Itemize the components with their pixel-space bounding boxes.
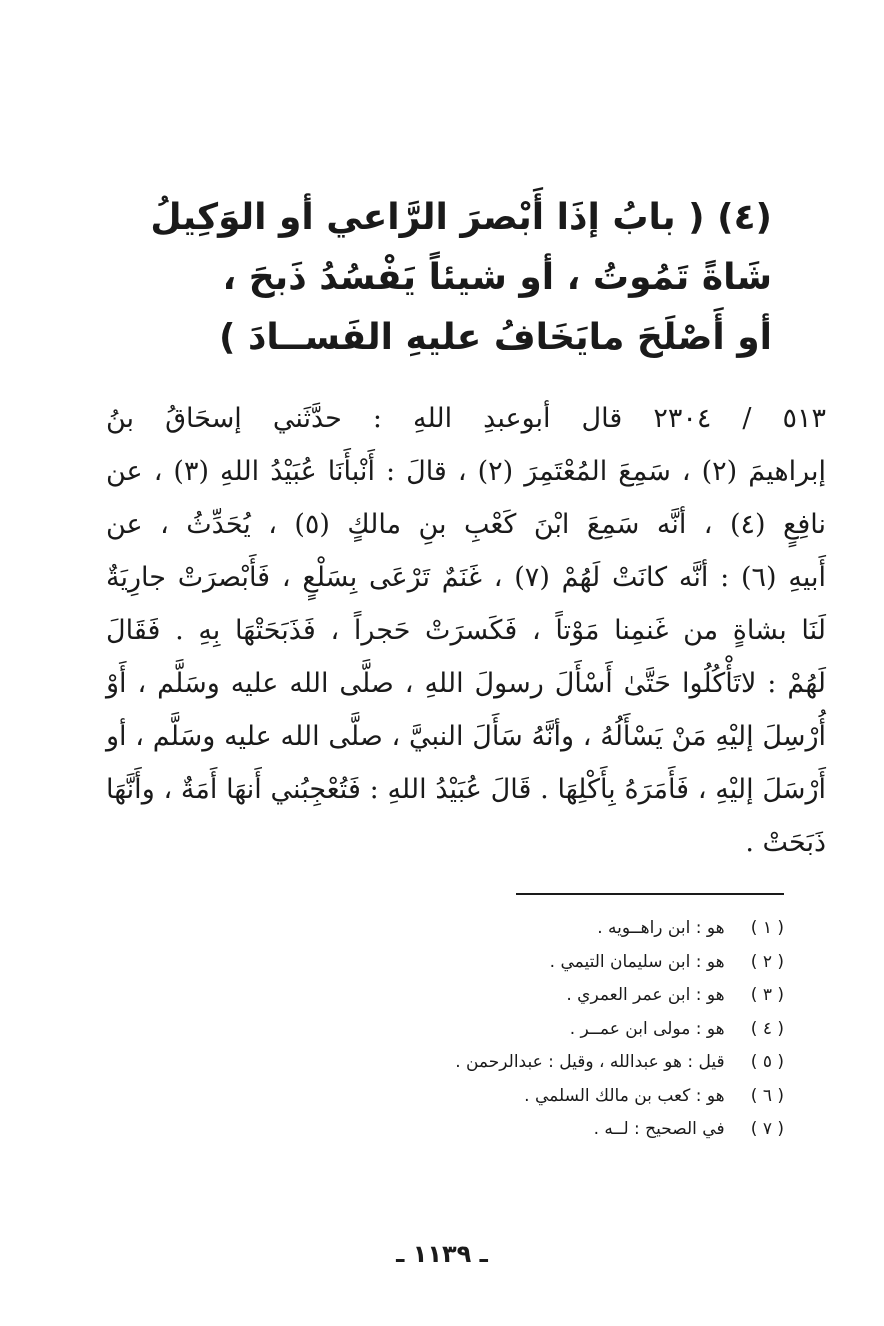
footnote-number: ( ٤ ) [750,1018,784,1039]
footnote-number: ( ٣ ) [750,985,784,1005]
hadith-line: ٥١٣ / ٢٣٠٤ قال أبوعبدِ اللهِ : حدَّثَني إسحَاقُ بنُ [106,403,826,434]
chapter-title-line: شَاةً تَمُوتُ ، أو شيئاً يَفْسُدُ ذَبحَ ، [222,257,772,298]
footnote-text: هو : ابن راهــويه . [597,918,725,938]
footnote-text: هو : كعب بن مالك السلمي . [524,1085,725,1106]
hadith-line: لَهُمْ : لاتَأْكُلُوا حَتَّىٰ أَسْأَلَ رسولَ اللهِ ، صلَّى الله عليه وسَلَّم ، أَوْ [106,668,826,699]
footnote-number: ( ٦ ) [750,1085,784,1106]
footnotes [324,912,784,1147]
footnote-item [324,1080,784,1114]
footnote-item [324,912,784,946]
chapter-title [150,188,772,368]
footnote-item [324,946,784,980]
footnote-item [324,1113,784,1147]
footnote-item [324,979,784,1013]
footnote-text: هو : ابن سليمان التيمي . [549,951,725,972]
hadith-line: أَرْسَلَ إليْهِ ، فَأَمَرَهُ بِأَكْلِهَا . قَالَ عُبَيْدُ اللهِ : فَتُعْجِبُني أَنهَا أَمَةٌ ، وأَنَّهَا [106,774,826,805]
footnote-text: في الصحيح : لــه . [593,1119,725,1139]
footnote-number: ( ١ ) [750,918,784,938]
footnote-item [324,1013,784,1047]
chapter-title-line: (٤) ( بابُ إذَا أَبْصرَ الرَّاعي أو الوَكِيلُ [150,197,772,238]
hadith-text [106,392,826,869]
footnote-number: ( ٧ ) [750,1119,784,1139]
footnote-number: ( ٥ ) [750,1052,784,1072]
footnote-item [324,1046,784,1080]
hadith-line: إبراهيمَ (٢) ، سَمِعَ المُعْتَمِرَ (٢) ، قالَ : أَنْبأَنَا عُبَيْدُ اللهِ (٣) ، عن [106,456,827,487]
page-number: ـ ١١٣٩ ـ [396,1240,488,1268]
footnote-number: ( ٢ ) [750,951,784,972]
hadith-line: أُرْسِلَ إليْهِ مَنْ يَسْأَلُهُ ، وأنَّهُ سَأَلَ النبيَّ ، صلَّى الله عليه وسَلَّم ، أو [106,721,826,752]
chapter-title-line: أو أَصْلَحَ مايَخَافُ عليهِ الفَســادَ ) [218,317,772,358]
hadith-line: ذَبَحَتْ . [745,827,826,858]
hadith-line: أَبيهِ (٦) : أنَّه كانَتْ لَهُمْ (٧) ، غَنَمٌ تَرْعَى بِسَلْعٍ ، فَأَبْصرَتْ جارِيَةٌ [106,562,826,593]
footnote-text: هو : مولى ابن عمــر . [569,1018,725,1039]
hadith-line: نافِعٍ (٤) ، أنَّه سَمِعَ ابْنَ كَعْبِ بنِ مالكٍ (٥) ، يُحَدِّثُ ، عن [106,509,826,540]
hadith-line: لَنَا بشاةٍ من غَنمِنا مَوْتاً ، فَكَسرَتْ حَجراً ، فَذَبَحَتْهَا بِهِ . فَقَالَ [106,615,826,646]
footnote-text: هو : ابن عمر العمري . [566,985,725,1005]
footnote-text: قيل : هو عبدالله ، وقيل : عبدالرحمن . [455,1052,725,1072]
footnote-separator [516,893,784,895]
